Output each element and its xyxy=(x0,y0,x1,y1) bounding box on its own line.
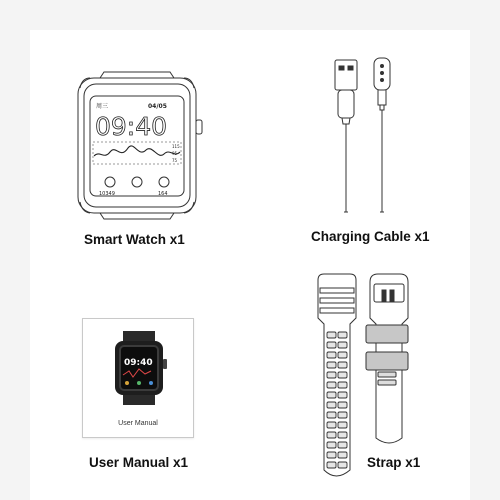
strap-hole xyxy=(338,392,347,398)
strap-hole xyxy=(327,422,336,428)
strap-hole xyxy=(338,452,347,458)
strap-hole xyxy=(338,332,347,338)
watch-date: 04/05 xyxy=(148,103,167,110)
watch-scale-2: 95 xyxy=(172,151,178,156)
manual-label: User Manual xyxy=(118,420,158,427)
caption-strap: Strap x1 xyxy=(367,455,421,470)
caption-charging-cable: Charging Cable x1 xyxy=(311,229,430,244)
strap-hole xyxy=(327,352,336,358)
caption-user-manual: User Manual x1 xyxy=(89,455,189,470)
strap-hole xyxy=(338,442,347,448)
caption-smart-watch: Smart Watch x1 xyxy=(84,232,185,247)
strap-hole xyxy=(327,452,336,458)
watch-calories: 164 xyxy=(158,191,168,197)
strap-hole xyxy=(338,422,347,428)
strap-hole xyxy=(338,342,347,348)
strap-hole xyxy=(338,352,347,358)
watch-steps: 10349 xyxy=(99,191,115,197)
strap-hole xyxy=(327,402,336,408)
strap-hole xyxy=(338,412,347,418)
strap-hole xyxy=(327,382,336,388)
strap-hole xyxy=(338,402,347,408)
strap-hole xyxy=(327,442,336,448)
strap-hole xyxy=(338,362,347,368)
strap-hole xyxy=(327,332,336,338)
strap-hole xyxy=(327,462,336,468)
watch-day: 周三 xyxy=(96,103,109,110)
manual-watch-time: 09:40 xyxy=(124,358,153,368)
watch-scale-1: 115 xyxy=(172,144,180,149)
strap-hole xyxy=(338,372,347,378)
strap-hole xyxy=(338,462,347,468)
strap-hole xyxy=(327,392,336,398)
strap-hole xyxy=(327,342,336,348)
strap-hole xyxy=(327,432,336,438)
watch-scale-3: 75 xyxy=(172,158,178,163)
strap-hole xyxy=(338,382,347,388)
strap-hole xyxy=(338,432,347,438)
strap-hole xyxy=(327,412,336,418)
strap-hole xyxy=(327,372,336,378)
watch-time: 09:40 xyxy=(95,112,168,141)
strap-hole xyxy=(327,362,336,368)
